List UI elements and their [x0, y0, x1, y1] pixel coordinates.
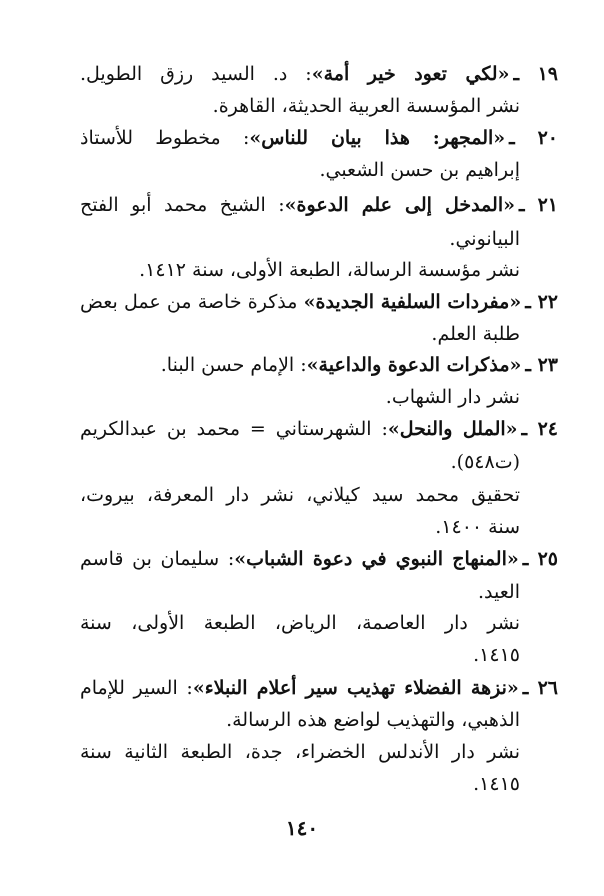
entry-24-line-3: تحقيق محمد سيد كيلاني، نشر دار المعرفة، بيروت، [80, 484, 520, 506]
entry-24-line-1 [80, 417, 558, 441]
entry-number: ٢١ ـ [518, 194, 558, 216]
entry-number: ٢٢ ـ [525, 291, 558, 313]
entry-title: «مذكرات الدعوة والداعية» [306, 354, 522, 376]
entry-title: «مفردات السلفية الجديدة» [303, 291, 522, 313]
entry-25-line-4: ١٤١٥. [473, 644, 520, 666]
entry-21-line-3: نشر مؤسسة الرسالة، الطبعة الأولى، سنة ١٤١٢. [139, 259, 520, 281]
entry-20-line-1 [80, 126, 558, 150]
entry-19-line-1 [80, 62, 558, 86]
entry-title: «الملل والنحل» [387, 418, 518, 440]
entry-22-line-2: طلبة العلم. [431, 323, 520, 345]
entry-number: ٢٣ ـ [525, 354, 558, 376]
entry-text: : د. السيد رزق الطويل. [80, 63, 312, 85]
entry-23-line-2: نشر دار الشهاب. [385, 386, 520, 408]
entry-26-line-3: نشر دار الأندلس الخضراء، جدة، الطبعة الثانية سنة [80, 741, 520, 763]
entry-title: «المنهاج النبوي في دعوة الشباب» [234, 548, 519, 570]
entry-text: : الشيخ محمد أبو الفتح [80, 194, 285, 216]
entry-title: «المدخل إلى علم الدعوة» [284, 194, 515, 216]
entry-25-line-2: العيد. [478, 581, 520, 603]
entry-25-line-3: نشر دار العاصمة، الرياض، الطبعة الأولى، سنة [80, 612, 520, 634]
page-number: ١٤٠ [285, 816, 319, 840]
entry-number: ١٩ ـ [513, 63, 558, 85]
entry-title: «نزهة الفضلاء تهذيب سير أعلام النبلاء» [192, 677, 519, 699]
entry-19-line-2: نشر المؤسسة العربية الحديثة، القاهرة. [212, 95, 520, 117]
entry-number: ٢٦ ـ [522, 677, 558, 699]
entry-26-line-4: ١٤١٥. [473, 773, 520, 795]
entry-text: : الشهرستاني = محمد بن عبدالكريم [80, 418, 388, 440]
entry-title: «المجهر: هذا بيان للناس» [249, 127, 506, 149]
entry-20-line-2: إبراهيم بن حسن الشعبي. [319, 159, 520, 181]
entry-25-line-1 [80, 547, 558, 571]
entry-24-line-4: سنة ١٤٠٠. [435, 516, 520, 538]
entry-text: مذكرة خاصة من عمل بعض [80, 291, 304, 313]
entry-23-line-1 [80, 353, 558, 377]
entry-text: : السير للإمام [80, 677, 193, 699]
entry-21-line-2: البيانوني. [449, 228, 520, 250]
entry-number: ٢٠ ـ [509, 127, 559, 149]
entry-22-line-1 [80, 290, 558, 314]
entry-24-line-2: (ت٥٤٨). [450, 451, 520, 473]
entry-21-line-1 [80, 193, 558, 217]
entry-text: : مخطوط للأستاذ [80, 127, 250, 149]
entry-26-line-2: الذهبي، والتهذيب لواضع هذه الرسالة. [226, 709, 520, 731]
entry-number: ٢٥ ـ [522, 548, 558, 570]
entry-26-line-1 [80, 676, 558, 700]
entry-text: : سليمان بن قاسم [80, 548, 235, 570]
entry-number: ٢٤ ـ [521, 418, 558, 440]
entry-title: «لكي تعود خير أمة» [311, 63, 510, 85]
entry-text: : الإمام حسن البنا. [160, 354, 307, 376]
